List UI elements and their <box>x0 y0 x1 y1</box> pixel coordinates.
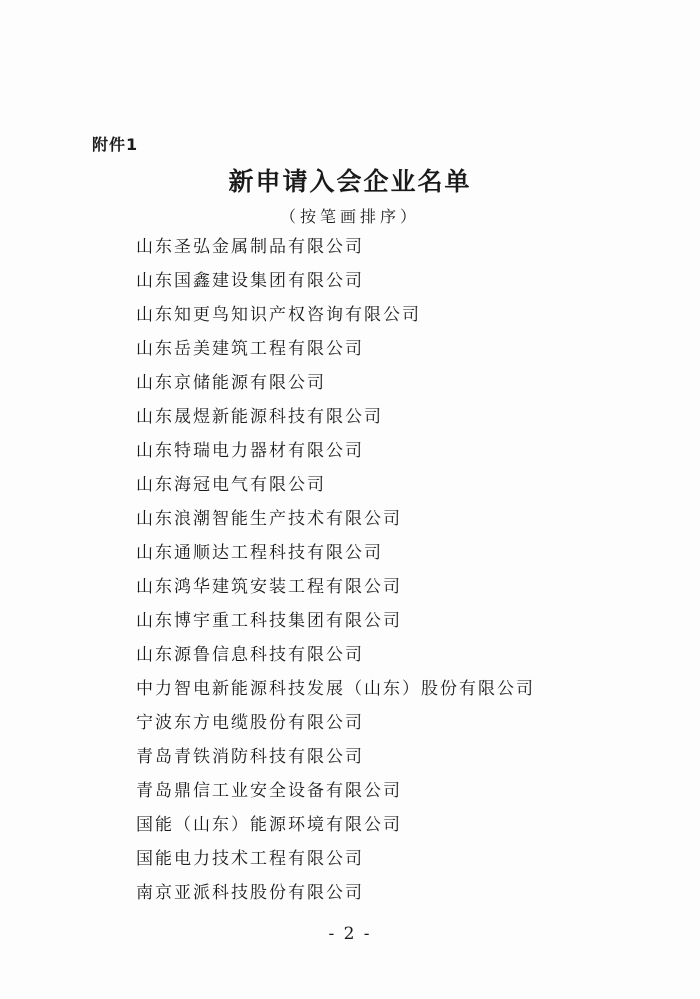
list-item: 山东国鑫建设集团有限公司 <box>136 271 364 291</box>
list-item: 山东鸿华建筑安装工程有限公司 <box>136 577 402 597</box>
company-list <box>136 230 535 910</box>
list-item: 山东浪潮智能生产技术有限公司 <box>136 509 402 529</box>
list-item: 青岛鼎信工业安全设备有限公司 <box>136 781 402 801</box>
list-item: 山东晟煜新能源科技有限公司 <box>136 407 383 427</box>
page-title: 新申请入会企业名单 <box>228 167 472 196</box>
list-item: 宁波东方电缆股份有限公司 <box>136 713 364 733</box>
list-item: 山东博宇重工科技集团有限公司 <box>136 611 402 631</box>
list-item: 山东海冠电气有限公司 <box>136 475 326 495</box>
list-item: 山东通顺达工程科技有限公司 <box>136 543 383 563</box>
list-item: 国能（山东）能源环境有限公司 <box>136 815 402 835</box>
page-number: - 2 - <box>328 924 372 944</box>
list-item: 中力智电新能源科技发展（山东）股份有限公司 <box>136 679 535 699</box>
list-item: 青岛青铁消防科技有限公司 <box>136 747 364 767</box>
attachment-label: 附件1 <box>92 135 139 154</box>
list-item: 山东京储能源有限公司 <box>136 373 326 393</box>
list-item: 山东知更鸟知识产权咨询有限公司 <box>136 305 421 325</box>
list-item: 南京亚派科技股份有限公司 <box>136 883 364 903</box>
page-subtitle: （按笔画排序） <box>279 207 420 226</box>
list-item: 山东圣弘金属制品有限公司 <box>136 237 364 257</box>
list-item: 山东岳美建筑工程有限公司 <box>136 339 364 359</box>
list-item: 山东源鲁信息科技有限公司 <box>136 645 364 665</box>
list-item: 国能电力技术工程有限公司 <box>136 849 364 869</box>
list-item: 山东特瑞电力器材有限公司 <box>136 441 364 461</box>
